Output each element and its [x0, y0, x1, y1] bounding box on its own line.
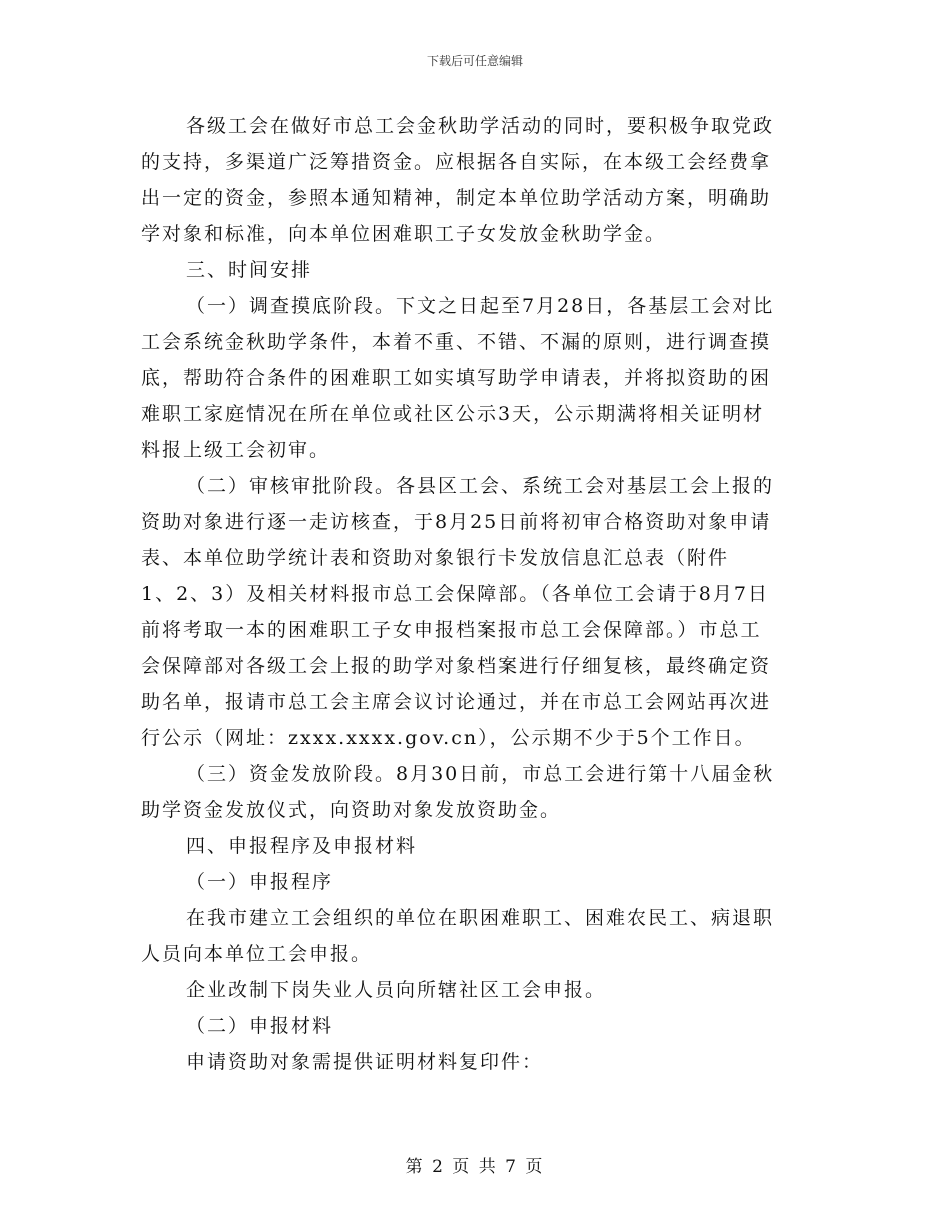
paragraph-line: 助名单，报请市总工会主席会议讨论通过，并在市总工会网站再次进: [141, 691, 772, 713]
paragraph-line: 助学资金发放仪式，向资助对象发放资助金。: [141, 799, 562, 821]
document-body: [141, 108, 803, 1080]
paragraph-line: （一）调查摸底阶段。下文之日起至7月28日，各基层工会对比: [186, 295, 775, 317]
paragraph-line: 底，帮助符合条件的困难职工如实填写助学申请表，并将拟资助的困: [141, 367, 772, 389]
section-heading: 三、时间安排: [186, 259, 313, 281]
subsection-heading: （二）申报材料: [186, 1015, 334, 1037]
paragraph-line: （三）资金发放阶段。8月30日前，市总工会进行第十八届金秋: [186, 763, 775, 785]
paragraph-line: 学对象和标准，向本单位困难职工子女发放金秋助学金。: [141, 223, 667, 245]
paragraph-line: 前将考取一本的困难职工子女申报档案报市总工会保障部。）市总工: [141, 619, 762, 641]
paragraph-line: 资助对象进行逐一走访核查，于8月25日前将初审合格资助对象申请: [141, 511, 772, 533]
subsection-heading: （一）申报程序: [186, 871, 334, 893]
paragraph-line: 申请资助对象需提供证明材料复印件：: [186, 1051, 544, 1073]
paragraph-line: 难职工家庭情况在所在单位或社区公示3天，公示期满将相关证明材: [141, 403, 765, 425]
paragraph-line: 人员向本单位工会申报。: [141, 943, 373, 965]
paragraph-line: 的支持，多渠道广泛筹措资金。应根据各自实际，在本级工会经费拿: [141, 151, 772, 173]
paragraph-line: 企业改制下岗失业人员向所辖社区工会申报。: [186, 979, 607, 1001]
paragraph-line: 会保障部对各级工会上报的助学对象档案进行仔细复核，最终确定资: [141, 655, 772, 677]
paragraph-line: 各级工会在做好市总工会金秋助学活动的同时，要积极争取党政: [186, 115, 775, 137]
paragraph-line: 1、2、3）及相关材料报市总工会保障部。（各单位工会请于8月7日: [141, 583, 769, 605]
paragraph-line: 工会系统金秋助学条件，本着不重、不错、不漏的原则，进行调查摸: [141, 331, 772, 353]
paragraph-line: 表、本单位助学统计表和资助对象银行卡发放信息汇总表（附件: [141, 547, 730, 569]
paragraph-line: 在我市建立工会组织的单位在职困难职工、困难农民工、病退职: [186, 907, 775, 929]
paragraph-line: （二）审核审批阶段。各县区工会、系统工会对基层工会上报的: [186, 475, 775, 497]
page-header: 下载后可任意编辑: [426, 54, 523, 68]
paragraph-line: 出一定的资金，参照本通知精神，制定本单位助学活动方案，明确助: [141, 187, 772, 209]
page-footer: 第 2 页 共 7 页: [405, 1157, 545, 1177]
paragraph-line: 行公示（网址：zxxx.xxxx.gov.cn），公示期不少于5个工作日。: [141, 727, 756, 749]
section-heading: 四、申报程序及申报材料: [186, 835, 418, 857]
paragraph-line: 料报上级工会初审。: [141, 439, 331, 461]
